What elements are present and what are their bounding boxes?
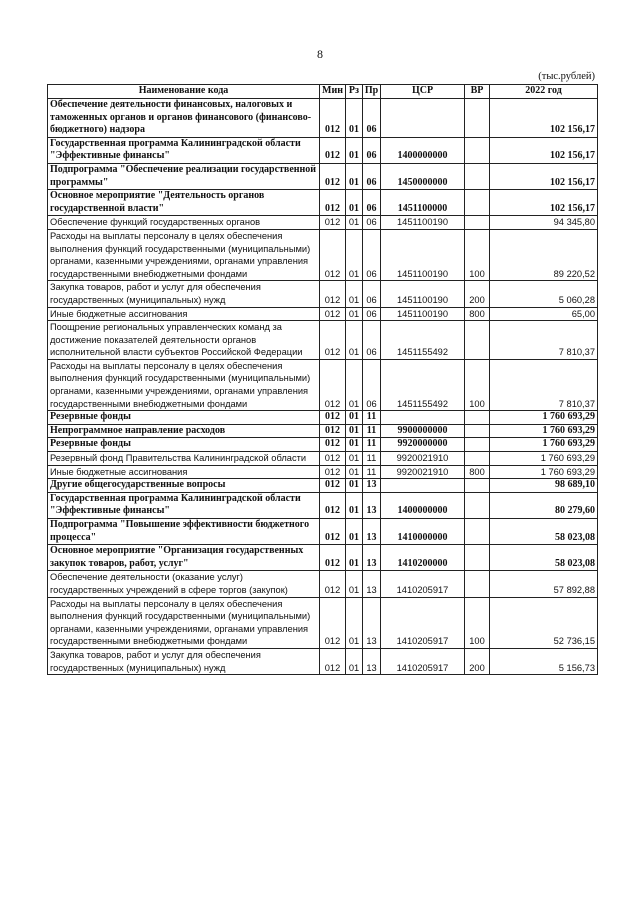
cell-name: Основное мероприятие "Деятельность органов государственной власти" — [48, 190, 320, 216]
cell-pr: 11 — [363, 465, 381, 479]
cell-name: Закупка товаров, работ и услуг для обеспечения государственных (муниципальных) нужд — [48, 648, 320, 674]
cell-min: 012 — [320, 492, 346, 518]
cell-min: 012 — [320, 465, 346, 479]
cell-name: Обеспечение функций государственных органов — [48, 216, 320, 230]
cell-min: 012 — [320, 163, 346, 189]
cell-pr: 11 — [363, 438, 381, 452]
cell-min: 012 — [320, 229, 346, 280]
cell-amount: 98 689,10 — [490, 479, 598, 493]
table-row — [48, 424, 598, 438]
cell-rz: 01 — [346, 465, 363, 479]
cell-name: Закупка товаров, работ и услуг для обеспечения государственных (муниципальных) нужд — [48, 281, 320, 307]
cell-rz: 01 — [346, 411, 363, 425]
table-row — [48, 465, 598, 479]
cell-csr: 9920021910 — [381, 452, 465, 466]
cell-pr: 13 — [363, 545, 381, 571]
cell-csr: 9920021910 — [381, 465, 465, 479]
cell-pr: 13 — [363, 479, 381, 493]
cell-rz: 01 — [346, 163, 363, 189]
cell-rz: 01 — [346, 321, 363, 360]
cell-rz: 01 — [346, 492, 363, 518]
units-label: (тыс.рублей) — [538, 71, 595, 82]
cell-min: 012 — [320, 281, 346, 307]
cell-name: Расходы на выплаты персоналу в целях обеспечения выполнения функций государственными (муниципальными) органами, казенными учреждениями, органами управления государственными внебюджетными фондами — [48, 597, 320, 648]
cell-csr: 1400000000 — [381, 492, 465, 518]
cell-amount: 1 760 693,29 — [490, 452, 598, 466]
header-min: Мин — [320, 85, 346, 99]
cell-vr — [465, 163, 490, 189]
cell-amount: 102 156,17 — [490, 137, 598, 163]
cell-amount: 57 892,88 — [490, 571, 598, 597]
cell-min: 012 — [320, 571, 346, 597]
table-row — [48, 597, 598, 648]
cell-rz: 01 — [346, 438, 363, 452]
cell-pr: 13 — [363, 571, 381, 597]
cell-name: Резервные фонды — [48, 438, 320, 452]
cell-vr: 100 — [465, 597, 490, 648]
cell-name: Резервный фонд Правительства Калининградской области — [48, 452, 320, 466]
cell-vr — [465, 216, 490, 230]
cell-rz: 01 — [346, 137, 363, 163]
cell-min: 012 — [320, 545, 346, 571]
table-row — [48, 190, 598, 216]
cell-rz: 01 — [346, 545, 363, 571]
cell-amount: 52 736,15 — [490, 597, 598, 648]
cell-min: 012 — [320, 99, 346, 138]
cell-name: Государственная программа Калининградской области "Эффективные финансы" — [48, 492, 320, 518]
cell-csr — [381, 99, 465, 138]
cell-vr — [465, 492, 490, 518]
cell-csr: 1410200000 — [381, 545, 465, 571]
cell-csr: 1410205917 — [381, 648, 465, 674]
cell-csr: 1400000000 — [381, 137, 465, 163]
cell-pr: 11 — [363, 452, 381, 466]
cell-amount: 1 760 693,29 — [490, 424, 598, 438]
cell-amount: 65,00 — [490, 307, 598, 321]
cell-rz: 01 — [346, 359, 363, 410]
cell-pr: 06 — [363, 99, 381, 138]
cell-csr: 1451100190 — [381, 216, 465, 230]
cell-pr: 06 — [363, 307, 381, 321]
cell-vr: 200 — [465, 281, 490, 307]
header-vr: ВР — [465, 85, 490, 99]
cell-csr: 1450000000 — [381, 163, 465, 189]
cell-pr: 06 — [363, 163, 381, 189]
cell-name: Основное мероприятие "Организация государственных закупок товаров, работ, услуг" — [48, 545, 320, 571]
cell-amount: 89 220,52 — [490, 229, 598, 280]
cell-amount: 5 156,73 — [490, 648, 598, 674]
cell-amount: 1 760 693,29 — [490, 438, 598, 452]
table-row — [48, 281, 598, 307]
cell-rz: 01 — [346, 216, 363, 230]
cell-rz: 01 — [346, 229, 363, 280]
cell-min: 012 — [320, 216, 346, 230]
table-row — [48, 571, 598, 597]
cell-rz: 01 — [346, 190, 363, 216]
header-rz: Рз — [346, 85, 363, 99]
cell-rz: 01 — [346, 281, 363, 307]
cell-vr — [465, 438, 490, 452]
cell-amount: 58 023,08 — [490, 545, 598, 571]
cell-amount: 7 810,37 — [490, 359, 598, 410]
cell-rz: 01 — [346, 648, 363, 674]
cell-csr — [381, 479, 465, 493]
cell-name: Обеспечение деятельности финансовых, налоговых и таможенных органов и органов финансового (финансово-бюджетного) надзора — [48, 99, 320, 138]
table-row — [48, 321, 598, 360]
table-row — [48, 479, 598, 493]
cell-min: 012 — [320, 452, 346, 466]
table-row — [48, 519, 598, 545]
table-row — [48, 438, 598, 452]
cell-pr: 06 — [363, 229, 381, 280]
header-csr: ЦСР — [381, 85, 465, 99]
table-row — [48, 99, 598, 138]
table-row — [48, 492, 598, 518]
cell-name: Иные бюджетные ассигнования — [48, 307, 320, 321]
table-row — [48, 137, 598, 163]
cell-name: Резервные фонды — [48, 411, 320, 425]
cell-min: 012 — [320, 519, 346, 545]
cell-csr: 9920000000 — [381, 438, 465, 452]
cell-name: Поощрение региональных управленческих команд за достижение показателей деятельности органов исполнительной власти субъектов Российской Федерации — [48, 321, 320, 360]
cell-csr: 1410000000 — [381, 519, 465, 545]
cell-vr — [465, 479, 490, 493]
cell-amount: 1 760 693,29 — [490, 465, 598, 479]
table-row — [48, 545, 598, 571]
cell-csr: 1410205917 — [381, 597, 465, 648]
cell-csr: 1410205917 — [381, 571, 465, 597]
cell-vr — [465, 519, 490, 545]
cell-amount: 94 345,80 — [490, 216, 598, 230]
cell-name: Подпрограмма "Повышение эффективности бюджетного процесса" — [48, 519, 320, 545]
table-row — [48, 359, 598, 410]
cell-csr: 1451100190 — [381, 307, 465, 321]
cell-pr: 06 — [363, 137, 381, 163]
cell-pr: 11 — [363, 424, 381, 438]
cell-pr: 06 — [363, 190, 381, 216]
header-amount: 2022 год — [490, 85, 598, 99]
cell-min: 012 — [320, 359, 346, 410]
cell-rz: 01 — [346, 307, 363, 321]
cell-amount: 102 156,17 — [490, 163, 598, 189]
cell-vr — [465, 411, 490, 425]
table-row — [48, 229, 598, 280]
cell-vr — [465, 321, 490, 360]
table-row — [48, 648, 598, 674]
cell-min: 012 — [320, 479, 346, 493]
header-pr: Пр — [363, 85, 381, 99]
cell-amount: 102 156,17 — [490, 190, 598, 216]
cell-vr: 100 — [465, 359, 490, 410]
page-number: 8 — [317, 47, 323, 61]
cell-pr: 06 — [363, 216, 381, 230]
cell-min: 012 — [320, 307, 346, 321]
table-header-row — [48, 85, 598, 99]
cell-name: Расходы на выплаты персоналу в целях обеспечения выполнения функций государственными (муниципальными) органами, казенными учреждениями, органами управления государственными внебюджетными фондами — [48, 359, 320, 410]
cell-vr — [465, 571, 490, 597]
cell-vr — [465, 137, 490, 163]
cell-pr: 06 — [363, 321, 381, 360]
cell-min: 012 — [320, 424, 346, 438]
cell-name: Государственная программа Калининградской области "Эффективные финансы" — [48, 137, 320, 163]
cell-vr — [465, 424, 490, 438]
budget-table — [47, 84, 598, 675]
cell-name: Непрограммное направление расходов — [48, 424, 320, 438]
cell-vr: 800 — [465, 307, 490, 321]
cell-rz: 01 — [346, 424, 363, 438]
cell-name: Обеспечение деятельности (оказание услуг) государственных учреждений в сфере торгов (закупок) — [48, 571, 320, 597]
table-row — [48, 452, 598, 466]
table-row — [48, 216, 598, 230]
cell-pr: 13 — [363, 597, 381, 648]
cell-csr: 1451100190 — [381, 281, 465, 307]
cell-pr: 13 — [363, 519, 381, 545]
cell-rz: 01 — [346, 519, 363, 545]
cell-vr — [465, 190, 490, 216]
cell-rz: 01 — [346, 99, 363, 138]
cell-vr — [465, 452, 490, 466]
cell-amount: 58 023,08 — [490, 519, 598, 545]
cell-pr: 06 — [363, 281, 381, 307]
cell-min: 012 — [320, 438, 346, 452]
cell-amount: 1 760 693,29 — [490, 411, 598, 425]
cell-pr: 13 — [363, 648, 381, 674]
cell-name: Расходы на выплаты персоналу в целях обеспечения выполнения функций государственными (муниципальными) органами, казенными учреждениями, органами управления государственными внебюджетными фондами — [48, 229, 320, 280]
cell-min: 012 — [320, 321, 346, 360]
table-row — [48, 411, 598, 425]
cell-name: Другие общегосударственные вопросы — [48, 479, 320, 493]
cell-name: Подпрограмма "Обеспечение реализации государственной программы" — [48, 163, 320, 189]
cell-amount: 80 279,60 — [490, 492, 598, 518]
cell-vr — [465, 99, 490, 138]
cell-min: 012 — [320, 190, 346, 216]
cell-min: 012 — [320, 597, 346, 648]
cell-amount: 102 156,17 — [490, 99, 598, 138]
header-name: Наименование кода — [48, 85, 320, 99]
cell-rz: 01 — [346, 597, 363, 648]
cell-csr: 1451100000 — [381, 190, 465, 216]
cell-pr: 06 — [363, 359, 381, 410]
cell-amount: 5 060,28 — [490, 281, 598, 307]
table-row — [48, 307, 598, 321]
cell-csr: 9900000000 — [381, 424, 465, 438]
cell-csr: 1451155492 — [381, 359, 465, 410]
cell-vr — [465, 545, 490, 571]
cell-rz: 01 — [346, 452, 363, 466]
cell-min: 012 — [320, 137, 346, 163]
cell-csr: 1451100190 — [381, 229, 465, 280]
cell-min: 012 — [320, 411, 346, 425]
cell-vr: 100 — [465, 229, 490, 280]
cell-rz: 01 — [346, 479, 363, 493]
cell-rz: 01 — [346, 571, 363, 597]
cell-pr: 13 — [363, 492, 381, 518]
cell-vr: 800 — [465, 465, 490, 479]
cell-name: Иные бюджетные ассигнования — [48, 465, 320, 479]
cell-csr — [381, 411, 465, 425]
cell-pr: 11 — [363, 411, 381, 425]
cell-amount: 7 810,37 — [490, 321, 598, 360]
cell-csr: 1451155492 — [381, 321, 465, 360]
cell-min: 012 — [320, 648, 346, 674]
cell-vr: 200 — [465, 648, 490, 674]
table-row — [48, 163, 598, 189]
